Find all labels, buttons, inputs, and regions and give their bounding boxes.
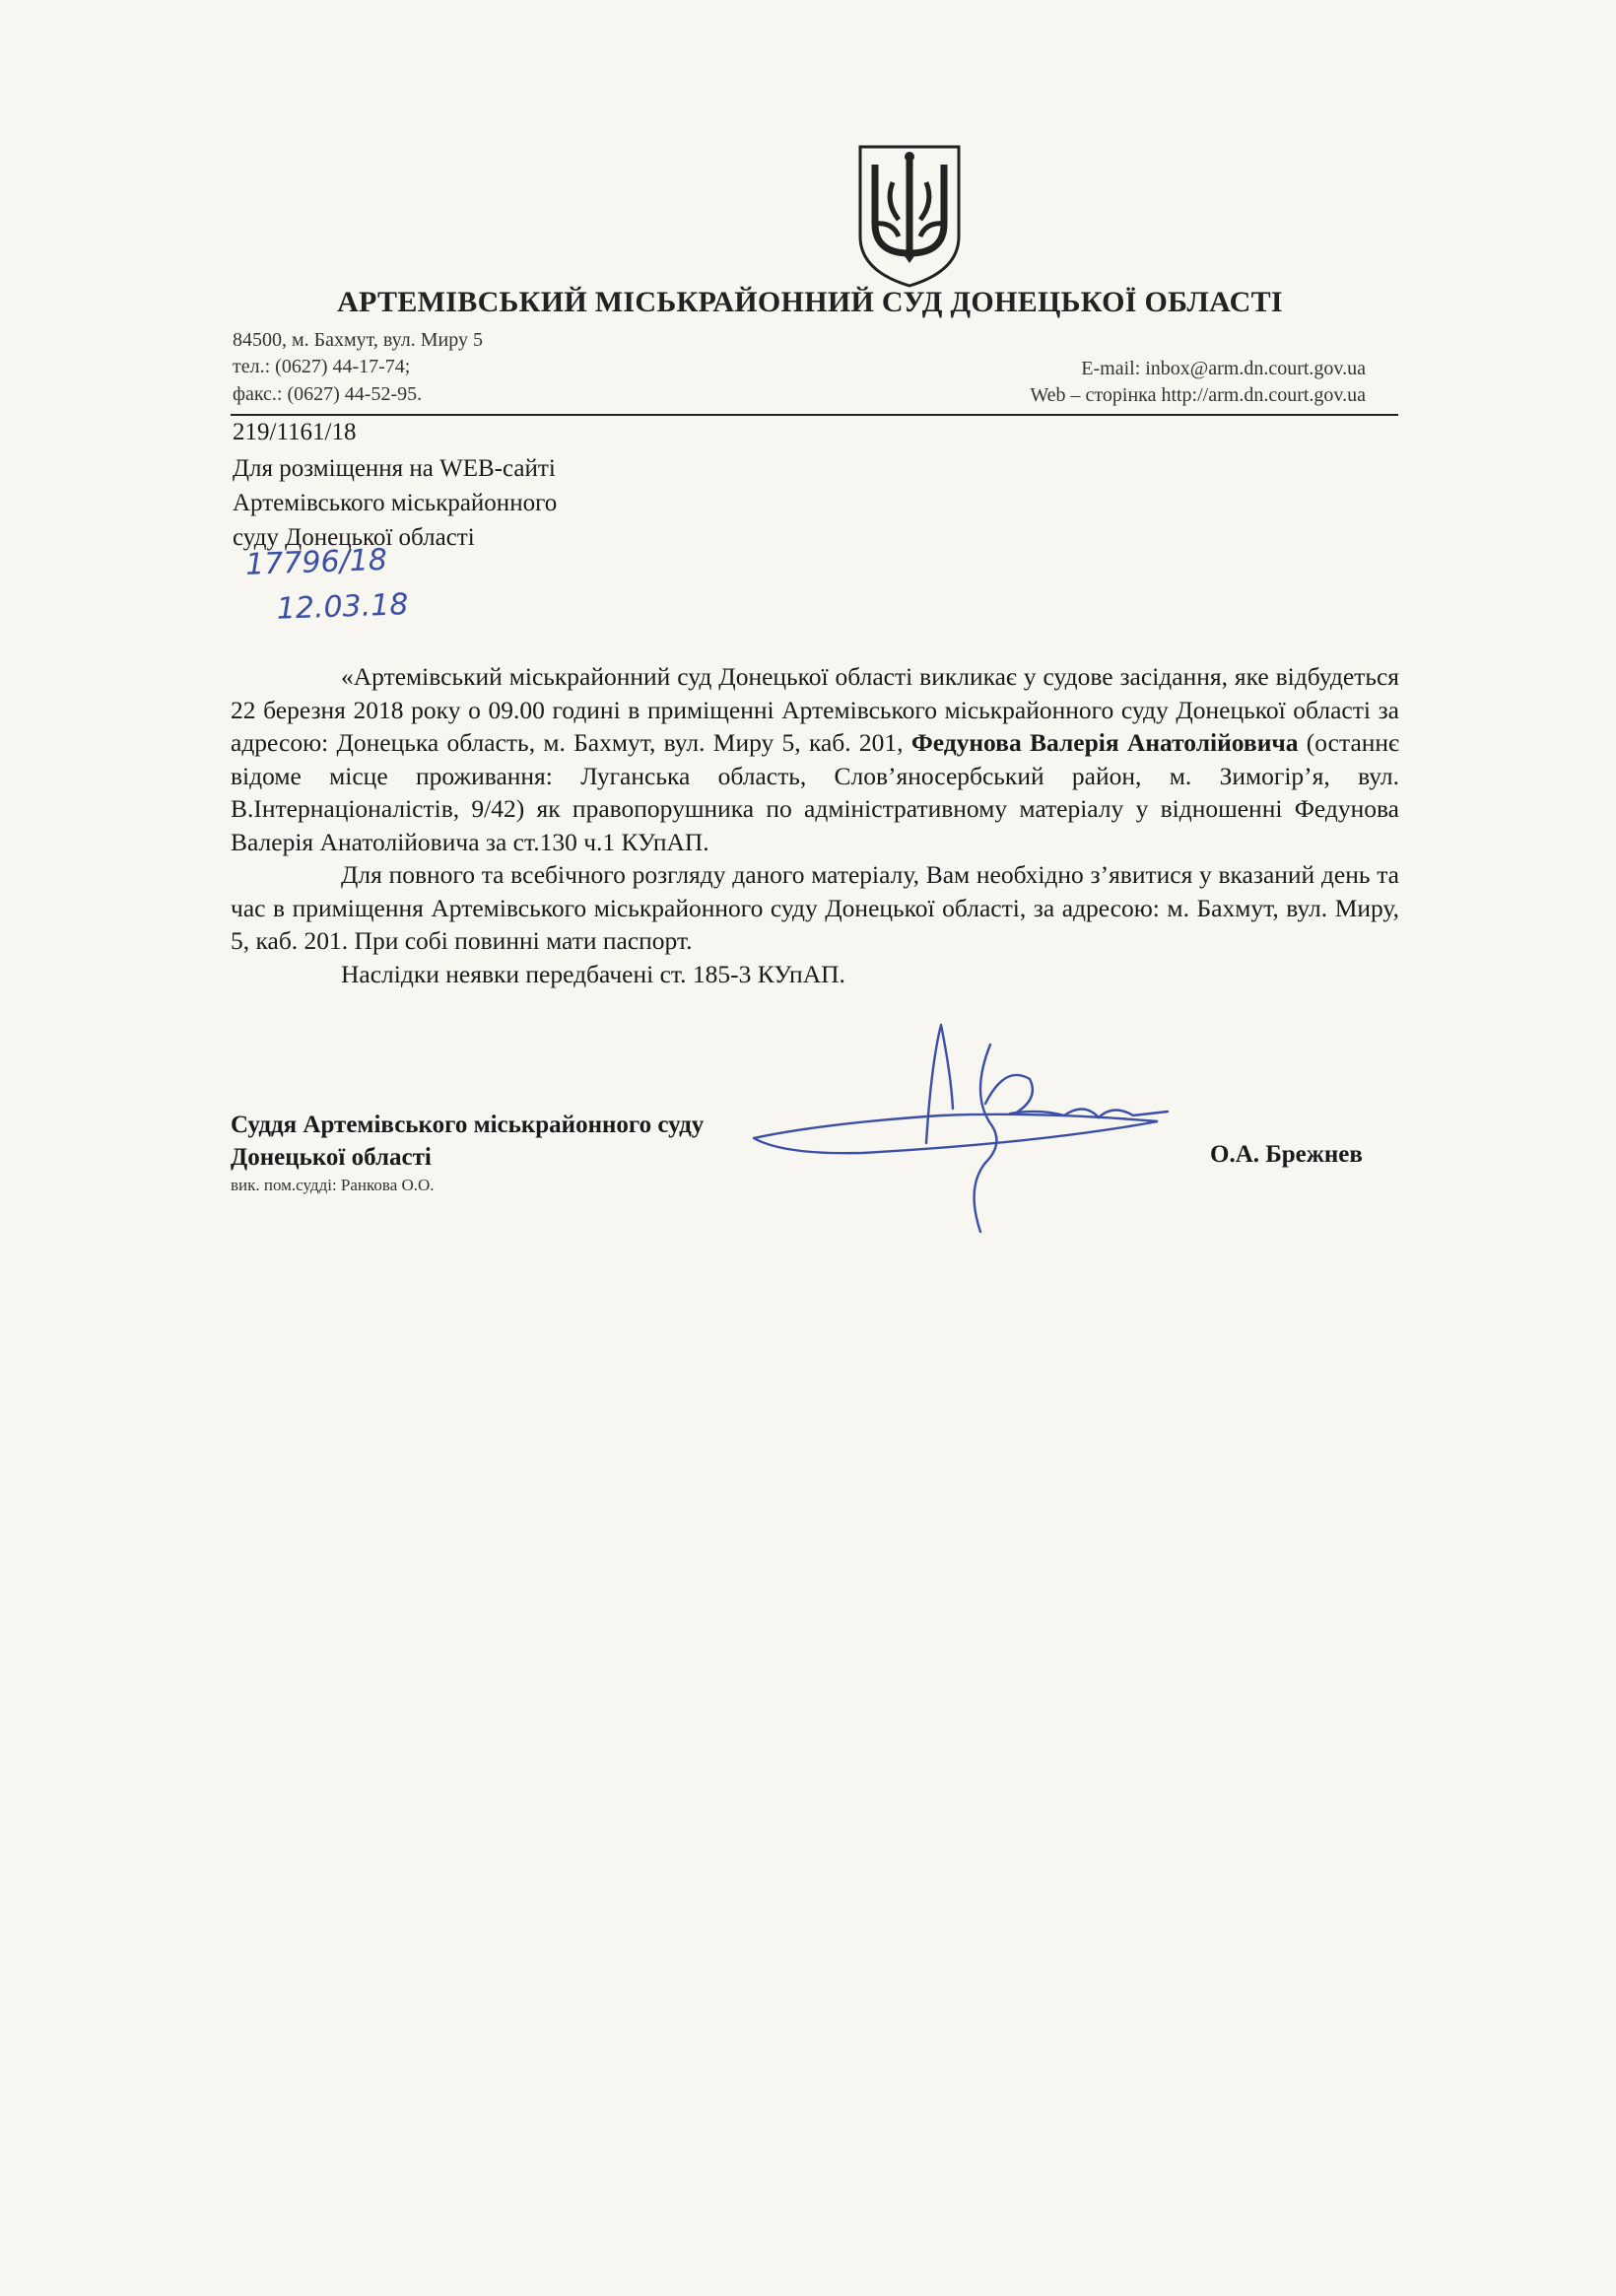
paragraph: Для повного та всебічного розгляду даного матеріалу, Вам необхідно з’явитися у вказаний день та час в приміщення Артемівського міськрайонного суду Донецької області, за адресою: м. Бахмут, вул. Миру, 5, каб. 201. При собі повинні мати паспорт. [231,860,1399,955]
defendant-name: Федунова Валерія Анатолійовича [910,728,1299,757]
judge-title: Суддя Артемівського міськрайонного суду Донецької області [231,1112,705,1171]
handwritten-date: 12.03.18 [276,587,409,627]
paragraph: Наслідки неявки передбачені ст. 185-3 КУпАП. [341,959,845,988]
handwritten-signature [744,1005,1178,1251]
court-name: АРТЕМІВСЬКИЙ МІСЬКРАЙОННИЙ СУД ДОНЕЦЬКОЇ ОБЛАСТІ [337,286,1283,318]
handwritten-number: 17796/18 [244,542,388,582]
recipient-line: Для розміщення на WEB-сайті [233,455,556,482]
assistant-note: вик. пом.судді: Ранкова О.О. [231,1176,435,1194]
case-reference: 219/1161/18 [233,419,357,445]
court-address: 84500, м. Бахмут, вул. Миру 5 [233,329,483,351]
court-website: Web – сторінка http://arm.dn.court.gov.ua [1030,384,1366,406]
header-divider [231,414,1398,416]
court-fax: факс.: (0627) 44-52-95. [233,383,423,405]
recipient-line: суду Донецької області [233,524,475,551]
coat-of-arms-icon [855,143,964,289]
judge-name: О.А. Брежнев [1210,1141,1363,1168]
court-phone: тел.: (0627) 44-17-74; [233,356,411,377]
paragraph: «Артемівський міськрайонний суд Донецької області викликає у судове засідання, яке відбудеться 22 березня 2018 року о 09.00 годині в приміщенні Артемівського міськрайонного суду Донецької області за адресою: Донецька область, м. Бахмут, вул. Миру 5, каб. 201, Федунова Валерія Анатолійовича (останнє відоме місце проживання: Луганська область, Слов’яносербський район, м. Зимогір’я, вул. В.Інтернаціоналістів, 9/42) як правопорушника по адміністративному матеріалу у відношенні Федунова Валерія Анатолійовича за ст.130 ч.1 КУпАП. [231,662,1400,856]
handwritten-registration [244,537,409,634]
summons-text [231,660,1399,990]
court-email: E-mail: inbox@arm.dn.court.gov.ua [1081,358,1366,379]
recipient-line: Артемівського міськрайонного [233,490,558,516]
